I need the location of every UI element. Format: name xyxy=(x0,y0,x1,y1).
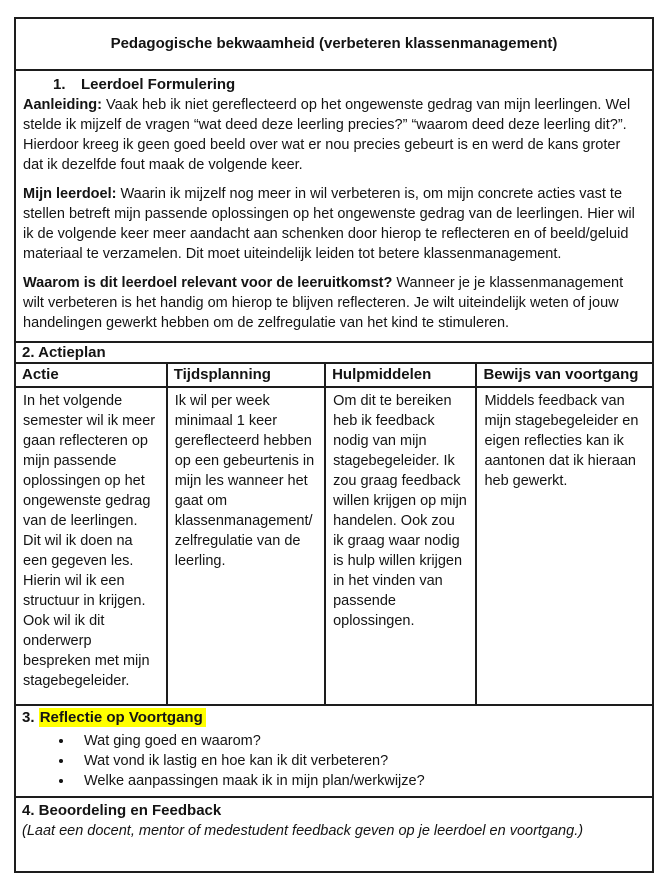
document-title: Pedagogische bekwaamheid (verbeteren klassenmanagement) xyxy=(110,35,558,52)
reflection-question: • Welke aanpassingen maak ik in mijn plan/werkwijze? xyxy=(74,771,646,791)
paragraph-aanleiding-text: Vaak heb ik niet gereflecteerd op het ongewenste gedrag van mijn leerlingen. Wel stelde ik mijzelf de vragen “wat deed deze leerling precies?” “waarom deed deze leerling dit?”. Hierdoor kreeg ik geen goed beeld over wat er nou precies gebeurt is en werd de kans groter dat ik dezelfde fout maak de volgende keer. xyxy=(23,97,631,173)
actieplan-row xyxy=(16,387,652,705)
section3-heading-highlighted: Reflectie op Voortgang xyxy=(39,708,206,727)
paragraph-mijn-leerdoel-lead: Mijn leerdoel: xyxy=(23,186,117,202)
paragraph-mijn-leerdoel xyxy=(23,184,644,264)
section-actieplan-heading: 2. Actieplan xyxy=(16,343,652,364)
reflection-question: • Wat vond ik lastig en hoe kan ik dit verbeteren? xyxy=(74,751,646,771)
section3-number: 3. xyxy=(22,709,35,726)
section-leerdoel-formulering xyxy=(16,71,652,343)
section4-heading: 4. Beoordeling en Feedback xyxy=(22,802,222,819)
paragraph-mijn-leerdoel-text: Waarin ik mijzelf nog meer in wil verbeteren is, om mijn concrete acties vast te stellen betreft mijn passende oplossingen op het ongewenste gedrag van de leerlingen. Hier wil ik de volgende keer meer aandacht aan schenken door hierop te reflecteren en of beeld/geluid materiaal te verzamelen. Dit moet uiteindelijk leiden tot betere klassenmanagement. xyxy=(23,186,635,262)
paragraph-aanleiding-lead: Aanleiding: xyxy=(23,97,102,113)
column-header-hulpmiddelen: Hulpmiddelen xyxy=(325,364,476,387)
paragraph-aanleiding xyxy=(23,95,644,175)
column-header-bewijs-van-voortgang: Bewijs van voortgang xyxy=(476,364,652,387)
paragraph-relevantie-text: Wanneer je je klassenmanagement wilt verbeteren is het handig om hierop te blijven reflecteren. Je wilt uiteindelijk weten of jouw handelingen gewerkt hebben om de zelfregulatie van het kind te stimuleren. xyxy=(23,275,624,331)
competence-form xyxy=(14,17,654,873)
section1-heading xyxy=(23,75,644,95)
paragraph-relevantie-lead: Waarom is dit leerdoel relevant voor de leeruitkomst? xyxy=(23,275,393,291)
cell-hulpmiddelen: Om dit te bereiken heb ik feedback nodig van mijn stagebegeleider. Ik zou graag feedback willen krijgen op mijn handelen. Ook zou ik graag waar nodig is hulp willen krijgen in het vinden van passende oplossingen. xyxy=(325,387,476,705)
section-beoordeling-en-feedback xyxy=(16,798,652,871)
reflection-question: • Wat ging goed en waarom? xyxy=(74,731,646,751)
cell-bewijs-van-voortgang: Middels feedback van mijn stagebegeleider en eigen reflecties kan ik aantonen dat ik hieraan heb gewerkt. xyxy=(476,387,652,705)
actieplan-header-row xyxy=(16,364,652,387)
column-header-actie: Actie xyxy=(16,364,167,387)
section1-number: 1. xyxy=(53,76,66,93)
section4-instruction-note: (Laat een docent, mentor of medestudent feedback geven op je leerdoel en voortgang.) xyxy=(22,823,584,839)
section1-heading-text: Leerdoel Formulering xyxy=(81,76,236,93)
actieplan-table xyxy=(16,364,652,706)
section3-heading xyxy=(22,708,646,728)
reflection-question-list xyxy=(22,731,646,791)
paragraph-relevantie xyxy=(23,273,644,333)
title-row xyxy=(16,19,652,71)
column-header-tijdsplanning: Tijdsplanning xyxy=(167,364,325,387)
cell-actie: In het volgende semester wil ik meer gaan reflecteren op mijn passende oplossingen op het ongewenste gedrag van de leerlingen. Dit wil ik doen na een gegeven les. Hierin wil ik een structuur in krijgen. Ook wil ik dit onderwerp bespreken met mijn stagebegeleider. xyxy=(23,393,156,689)
section-reflectie-op-voortgang xyxy=(16,706,652,798)
cell-tijdsplanning: Ik wil per week minimaal 1 keer gereflecteerd hebben op een gebeurtenis in mijn les wanneer het gaat om klassenmanagement/zelfregulatie van de leerling. xyxy=(167,387,325,705)
